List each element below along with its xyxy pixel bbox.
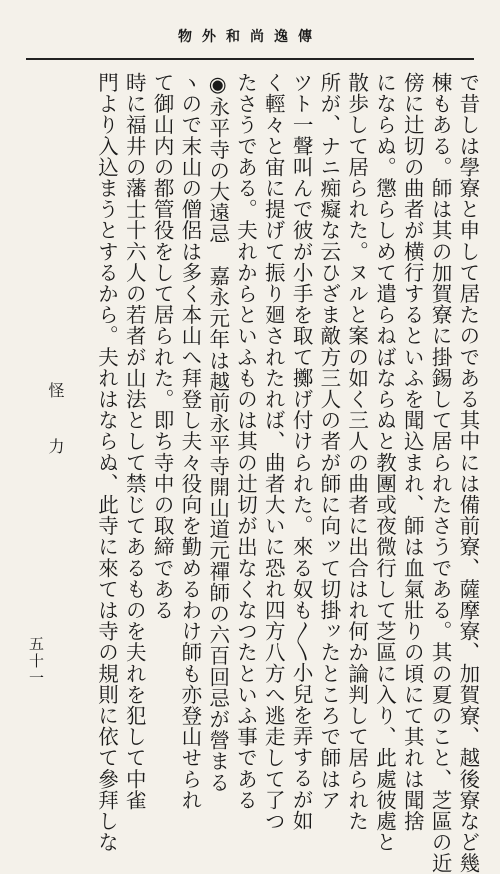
running-header: 物外和尚逸傳 (178, 29, 322, 45)
text-line: 散歩して居られた。ヌルと案の如く三人の曲者に出合はれ何か論判して居られた (344, 72, 369, 832)
vertical-text-body (94, 72, 480, 874)
text-line: で昔しは學寮と申して居たのである其中には備前寮、薩摩寮、加賀寮、越後寮など幾 (455, 72, 480, 874)
text-line: 所が、ナニ痴癡な云ひざま敵方三人の者が師に向ッて切掛ッたところで師はア (316, 72, 341, 811)
text-line: ツト一聲叫んで彼が小手を取て擲げ付けられた。來る奴も〳〵小兒を弄するが如 (289, 72, 314, 831)
header-rule (26, 58, 474, 60)
text-line: たさうである。夫れからといふものは其の辻切が出なくなつたといふ事である (233, 72, 258, 811)
text-line: 門より入込まうとするから。夫れはならぬ、此寺に來ては寺の規則に依て參拜しな (94, 72, 119, 853)
text-line: 棟もある。師は其の加賀寮に掛錫して居られたさうである。其の夏のこと、芝區の近 (428, 72, 453, 874)
text-line: ヽので末山の僧侶は多く本山へ拜登し夫々役向を勤めるわけ師も亦登山せられ (177, 72, 202, 811)
running-title: 怪力 (46, 382, 65, 494)
text-line: 時に福井の藩士十六人の若者が山法として禁じてあるものを夫れを犯して中雀 (122, 72, 147, 811)
page-number: 五十一 (27, 636, 45, 687)
text-line: にならぬ。懲らしめて遣らねばならぬと教團或夜微行して芝區に入り、此處彼處と (372, 72, 397, 853)
text-line: ◉永平寺の大遠忌 嘉永元年は越前永平寺開山道元禪師の六百回忌が營まる (205, 72, 230, 793)
text-line: 傍に辻切の曲者が横行するといふを聞込まれ、師は血氣壯りの頃にて其れは聞捨 (400, 72, 425, 832)
text-line: く輕々と宙に提げて振り廻されたれば、曲者大いに恐れ四方八方へ逃走して了つ (261, 72, 286, 832)
text-line: て御山内の都管役をして居られた。即ち寺中の取締である (150, 72, 175, 621)
